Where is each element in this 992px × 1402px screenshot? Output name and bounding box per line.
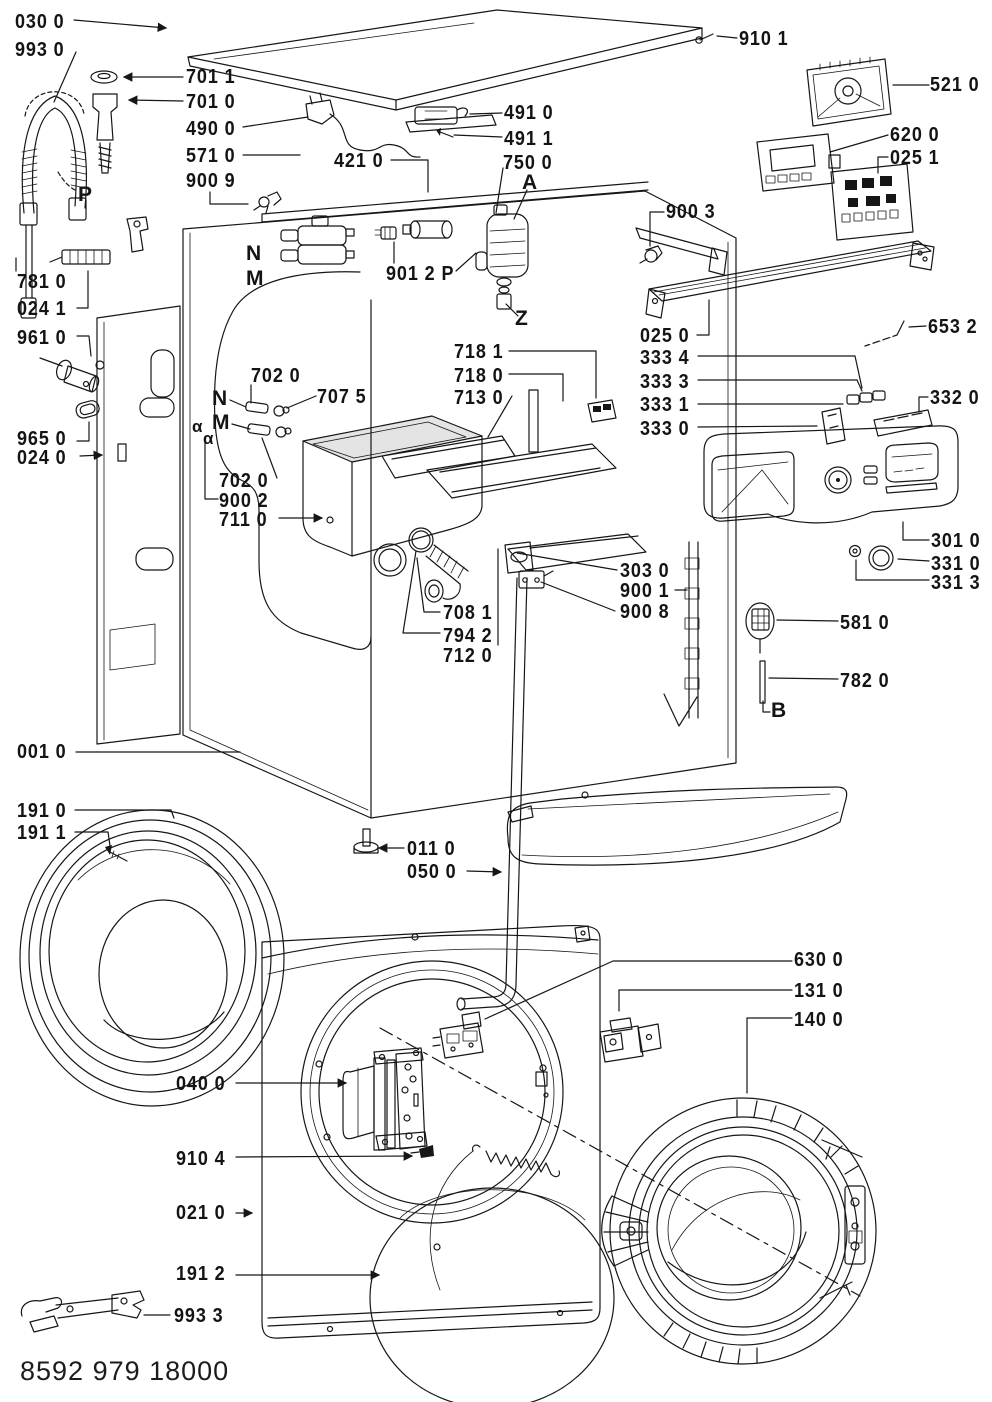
part-label-965-0: 965 0: [17, 428, 67, 450]
part-label-718-1: 718 1: [454, 341, 504, 363]
part-label-701-0: 701 0: [186, 91, 236, 113]
side-panel: [96, 306, 180, 744]
part-label-131-0: 131 0: [794, 980, 844, 1002]
part-label-718-0: 718 0: [454, 365, 504, 387]
part-label-333-3: 333 3: [640, 371, 690, 393]
part-label-900-8: 900 8: [620, 601, 670, 623]
part-label-702-0: 702 0: [219, 470, 269, 492]
part-label-781-0: 781 0: [17, 271, 67, 293]
door-latch: [600, 1018, 661, 1062]
ref-letter-M: M: [246, 267, 264, 290]
leveling-foot: [354, 829, 378, 853]
part-label-900-2: 900 2: [219, 490, 269, 512]
part-label-571-0: 571 0: [186, 145, 236, 167]
hex-key: [865, 321, 904, 346]
ref-letter-N: N: [212, 387, 228, 410]
ref-letter-B: B: [771, 699, 787, 722]
shock-pin: [40, 358, 100, 393]
part-label-040-0: 040 0: [176, 1073, 226, 1095]
crossbar: [646, 241, 934, 318]
ref-letter-α: α: [203, 429, 214, 448]
front-panel: [262, 926, 600, 1339]
part-label-491-0: 491 0: [504, 102, 554, 124]
ref-letter-A: A: [522, 171, 538, 194]
part-label-001-0: 001 0: [17, 741, 67, 763]
part-label-712-0: 712 0: [443, 645, 493, 667]
part-label-910-4: 910 4: [176, 1148, 226, 1170]
part-label-630-0: 630 0: [794, 949, 844, 971]
part-label-901-2-P: 901 2 P: [386, 263, 455, 285]
part-label-191-1: 191 1: [17, 822, 67, 844]
part-label-794-2: 794 2: [443, 625, 493, 647]
part-label-993-0: 993 0: [15, 39, 65, 61]
inlet-valve: [281, 216, 354, 264]
part-label-025-1: 025 1: [890, 147, 940, 169]
part-label-421-0: 421 0: [334, 150, 384, 172]
button-set: [822, 391, 932, 444]
part-label-331-0: 331 0: [931, 553, 981, 575]
part-label-331-3: 331 3: [931, 572, 981, 594]
part-label-750-0: 750 0: [503, 152, 553, 174]
part-label-140-0: 140 0: [794, 1009, 844, 1031]
fill-funnel: [91, 71, 117, 173]
suppressor: [406, 107, 496, 132]
ref-letter-N: N: [246, 242, 262, 265]
part-label-900-1: 900 1: [620, 580, 670, 602]
clip-small: [254, 192, 281, 213]
part-label-024-1: 024 1: [17, 298, 67, 320]
part-label-025-0: 025 0: [640, 325, 690, 347]
leader-lines: [16, 20, 929, 1315]
door-seal-rings: [20, 810, 284, 1106]
part-label-011-0: 011 0: [407, 838, 456, 860]
part-label-333-0: 333 0: [640, 418, 690, 440]
part-label-708-1: 708 1: [443, 602, 493, 624]
part-label-191-0: 191 0: [17, 800, 67, 822]
part-label-491-1: 491 1: [504, 128, 554, 150]
part-label-581-0: 581 0: [840, 612, 890, 634]
part-label-332-0: 332 0: [930, 387, 980, 409]
ref-letter-Z: Z: [515, 307, 528, 330]
part-label-620-0: 620 0: [890, 124, 940, 146]
part-label-713-0: 713 0: [454, 387, 504, 409]
part-label-050-0: 050 0: [407, 861, 457, 883]
hose-fitting: [375, 227, 396, 239]
hinge-bracket-small: [519, 571, 553, 588]
part-label-900-3: 900 3: [666, 201, 716, 223]
part-label-711-0: 711 0: [219, 509, 268, 531]
part-label-021-0: 021 0: [176, 1202, 226, 1224]
part-label-333-1: 333 1: [640, 394, 690, 416]
part-label-900-9: 900 9: [186, 170, 236, 192]
timer: [746, 603, 774, 653]
power-module: [807, 57, 891, 126]
part-label-490-0: 490 0: [186, 118, 236, 140]
part-label-030-0: 030 0: [15, 11, 65, 33]
ref-letter-M: M: [212, 411, 230, 434]
clip-rear: [640, 246, 662, 263]
hose-clamp-tool: [21, 1291, 144, 1332]
part-label-024-0: 024 0: [17, 447, 67, 469]
part-label-707-5: 707 5: [317, 386, 367, 408]
part-label-191-2: 191 2: [176, 1263, 226, 1285]
door-assembly: [602, 1098, 876, 1364]
part-label-301-0: 301 0: [931, 530, 981, 552]
thermostat: [403, 221, 452, 238]
part-label-521-0: 521 0: [930, 74, 980, 96]
part-label-702-0: 702 0: [251, 365, 301, 387]
drawer-fittings: [245, 402, 291, 437]
part-label-993-3: 993 3: [174, 1305, 224, 1327]
part-label-303-0: 303 0: [620, 560, 670, 582]
document-code: 8592 979 18000: [20, 1356, 230, 1386]
hose-bracket: [127, 217, 148, 252]
part-label-333-4: 333 4: [640, 347, 690, 369]
plinth: [507, 787, 846, 865]
display-board: [757, 134, 840, 191]
part-label-701-1: 701 1: [186, 66, 236, 88]
terminal-strip: [50, 250, 110, 264]
part-label-653-2: 653 2: [928, 316, 978, 338]
door-trim-ring: [370, 1188, 614, 1402]
part-label-910-1: 910 1: [739, 28, 789, 50]
part-label-782-0: 782 0: [840, 670, 890, 692]
part-label-961-0: 961 0: [17, 327, 67, 349]
expansion-vessel: [476, 205, 528, 309]
door-hinge: [343, 1048, 427, 1150]
control-board: [831, 164, 913, 240]
dispenser-housing: [303, 416, 482, 576]
door-lock: [433, 1012, 483, 1058]
console-panel: [704, 426, 958, 523]
link-rod: [760, 661, 765, 703]
ref-letter-P: P: [78, 183, 93, 206]
ref-letter-α: α: [192, 417, 203, 436]
